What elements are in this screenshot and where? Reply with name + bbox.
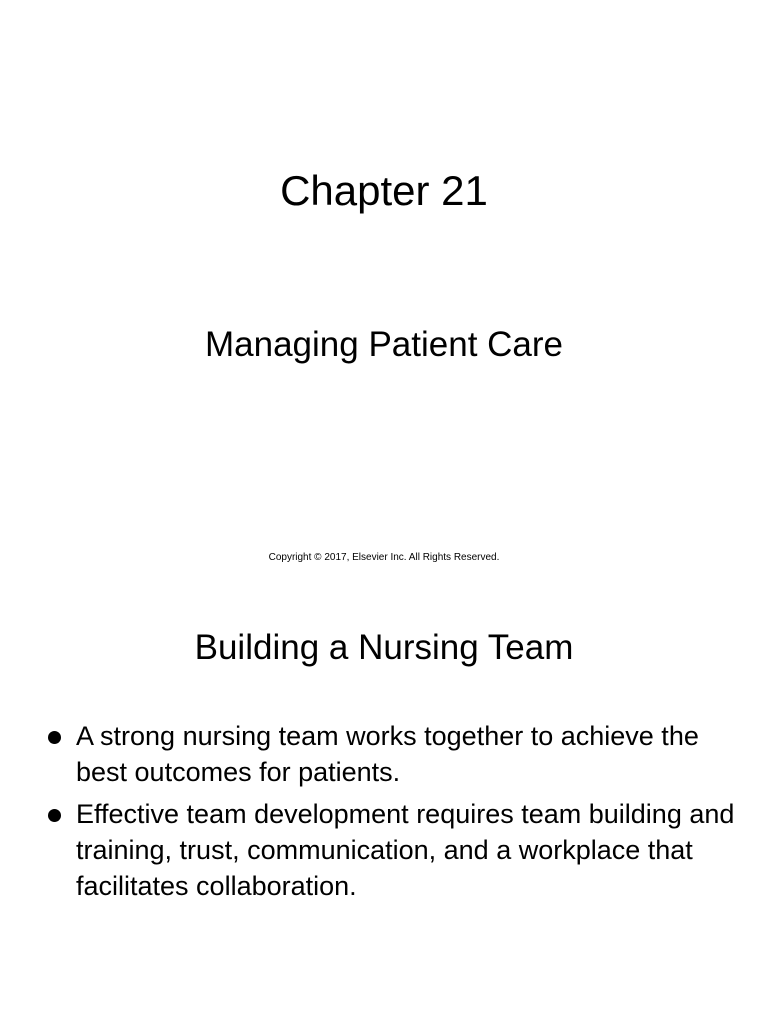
slide-heading: Building a Nursing Team bbox=[194, 628, 574, 667]
bullet-item bbox=[46, 796, 736, 904]
chapter-subtitle: Managing Patient Care bbox=[205, 325, 563, 364]
bullet-dot-icon bbox=[48, 731, 61, 744]
bullet-text: A strong nursing team works together to achieve the best outcomes for patients. bbox=[76, 721, 699, 787]
bullet-text: Effective team development requires team building and training, trust, communication, and a workplace that facilitates collaboration. bbox=[76, 799, 735, 901]
bullet-list bbox=[46, 718, 736, 910]
bullet-item bbox=[46, 718, 736, 790]
bullet-dot-icon bbox=[48, 809, 61, 822]
copyright-notice: Copyright © 2017, Elsevier Inc. All Rights Reserved. bbox=[268, 552, 500, 563]
content-slide bbox=[0, 600, 768, 1024]
chapter-title: Chapter 21 bbox=[280, 167, 488, 214]
